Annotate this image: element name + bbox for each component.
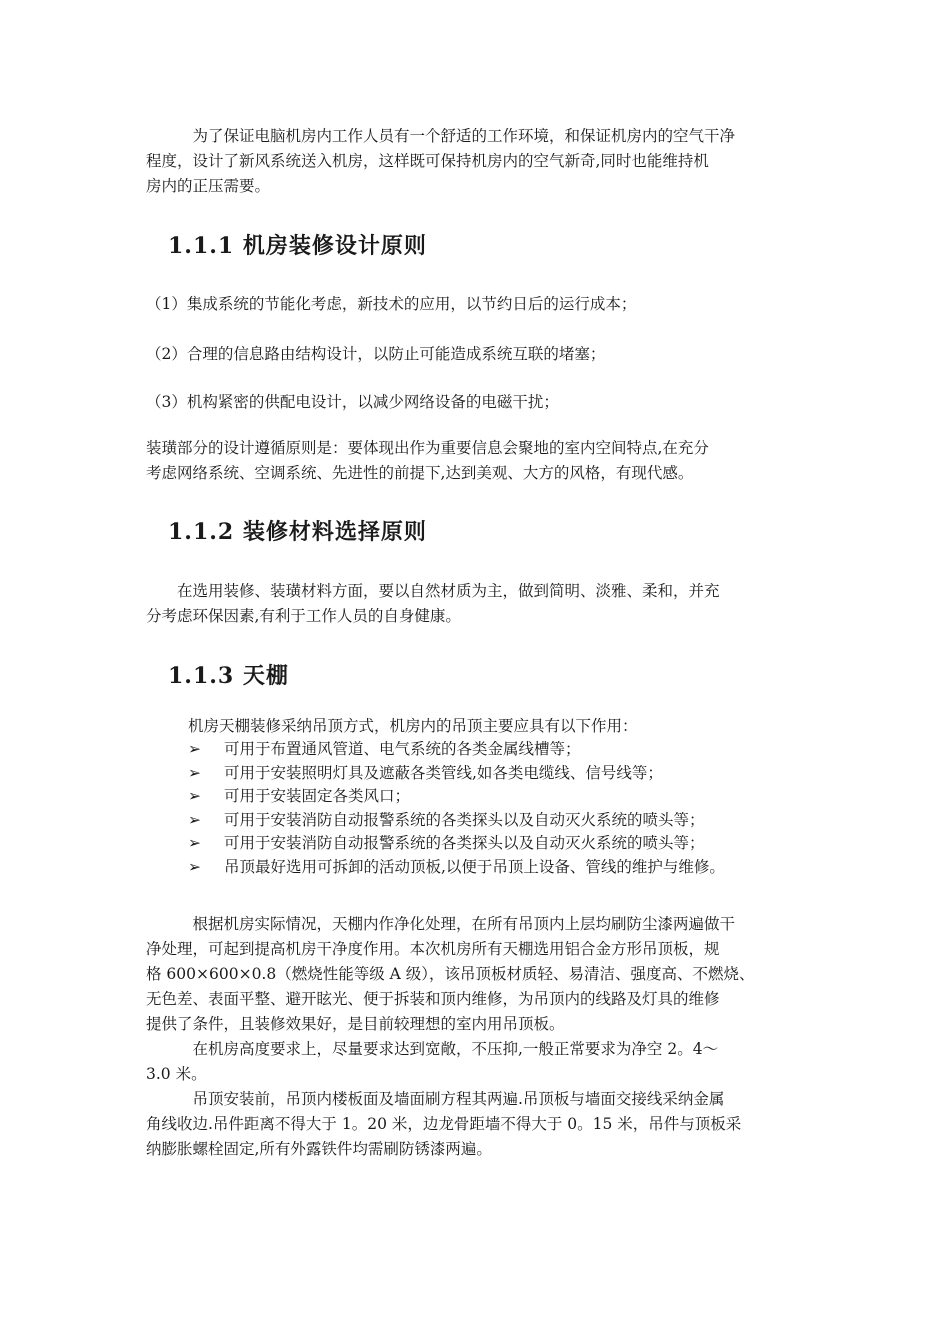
text-line: 分考虑环保因素,有利于工作人员的自身健康。 — [146, 607, 461, 625]
list-item-text: 可用于安装固定各类风口； — [224, 787, 411, 805]
section-heading-1-1-2: 1.1.2 装修材料选择原则 — [168, 519, 427, 545]
section-heading-1-1-1: 1.1.1 机房装修设计原则 — [168, 233, 427, 259]
list-item-text: 可用于布置通风管道、电气系统的各类金属线槽等； — [224, 740, 581, 758]
material-paragraph — [146, 579, 858, 629]
list-item-text: 可用于安装照明灯具及遮蔽各类管线,如各类电缆线、信号线等； — [224, 763, 663, 782]
list-item — [188, 809, 725, 833]
list-item — [188, 785, 725, 809]
list-item — [188, 738, 725, 762]
text-line: 在机房高度要求上，尽量要求达到宽敞，不压抑,一般正常要求为净空 2。4～ — [146, 1040, 719, 1058]
list-item-text: 吊顶最好选用可拆卸的活动顶板,以便于吊顶上设备、管线的维护与维修。 — [224, 857, 725, 876]
ceiling-treatment-paragraph — [146, 912, 858, 1037]
principle-item-2: （2）合理的信息路由结构设计，以防止可能造成系统互联的堵塞； — [146, 345, 606, 363]
arrow-bullet-icon: ➢ — [188, 810, 201, 829]
text-line: 程度，设计了新风系统送入机房，这样既可保持机房内的空气新奇,同时也能维持机 — [146, 152, 709, 170]
decoration-principle-paragraph — [146, 436, 858, 486]
text-line: 纳膨胀螺栓固定,所有外露铁件均需刷防锈漆两遍。 — [146, 1140, 492, 1158]
text-line: 房内的正压需要。 — [146, 177, 271, 195]
text-line: 为了保证电脑机房内工作人员有一个舒适的工作环境，和保证机房内的空气干净 — [146, 127, 736, 145]
arrow-bullet-icon: ➢ — [188, 740, 201, 758]
text-line: 提供了条件，且装修效果好，是目前较理想的室内用吊顶板。 — [146, 1015, 565, 1033]
intro-paragraph — [146, 124, 858, 199]
text-line: 角线收边.吊件距离不得大于 1。20 米，边龙骨距墙不得大于 0。15 米，吊件与顶板采 — [146, 1115, 742, 1133]
principle-item-3: （3）机构紧密的供配电设计，以减少网络设备的电磁干扰； — [146, 393, 559, 411]
text-line: 根据机房实际情况，天棚内作净化处理，在所有吊顶内上层均刷防尘漆两遍做干 — [146, 915, 736, 933]
arrow-bullet-icon: ➢ — [188, 763, 201, 782]
list-item-text: 可用于安装消防自动报警系统的各类探头以及自动灭火系统的喷头等； — [224, 810, 705, 829]
list-item — [188, 832, 725, 856]
ceiling-height-paragraph — [146, 1037, 858, 1087]
arrow-bullet-icon: ➢ — [188, 787, 201, 805]
ceiling-function-list — [188, 738, 725, 879]
ceiling-installation-paragraph — [146, 1087, 858, 1162]
list-item — [188, 856, 725, 880]
text-line: 装璜部分的设计遵循原则是：要体现出作为重要信息会聚地的室内空间特点,在充分 — [146, 439, 709, 457]
text-line: 在选用装修、装璜材料方面，要以自然材质为主，做到简明、淡雅、柔和，并充 — [146, 582, 720, 600]
principle-item-1: （1）集成系统的节能化考虑，新技术的应用，以节约日后的运行成本； — [146, 295, 637, 313]
list-item-text: 可用于安装消防自动报警系统的各类探头以及自动灭火系统的喷头等； — [224, 834, 705, 852]
text-line: 3.0 米。 — [146, 1065, 207, 1083]
text-line: 格 600×600×0.8（燃烧性能等级 A 级），该吊顶板材质轻、易清洁、强度高、不燃烧、 — [146, 965, 755, 983]
section-heading-1-1-3: 1.1.3 天棚 — [168, 663, 289, 689]
text-line: 吊顶安装前，吊顶内楼板面及墙面刷方程其两遍.吊顶板与墙面交接线采纳金属 — [146, 1090, 725, 1108]
text-line: 净处理，可起到提高机房干净度作用。本次机房所有天棚选用铝合金方形吊顶板，规 — [146, 940, 720, 958]
text-line: 考虑网络系统、空调系统、先进性的前提下,达到美观、大方的风格，有现代感。 — [146, 464, 694, 482]
arrow-bullet-icon: ➢ — [188, 857, 201, 876]
ceiling-lead-text: 机房天棚装修采纳吊顶方式，机房内的吊顶主要应具有以下作用： — [188, 717, 638, 735]
text-line: 无色差、表面平整、避开眩光、便于拆装和顶内维修，为吊顶内的线路及灯具的维修 — [146, 990, 720, 1008]
list-item — [188, 762, 725, 786]
arrow-bullet-icon: ➢ — [188, 834, 201, 852]
